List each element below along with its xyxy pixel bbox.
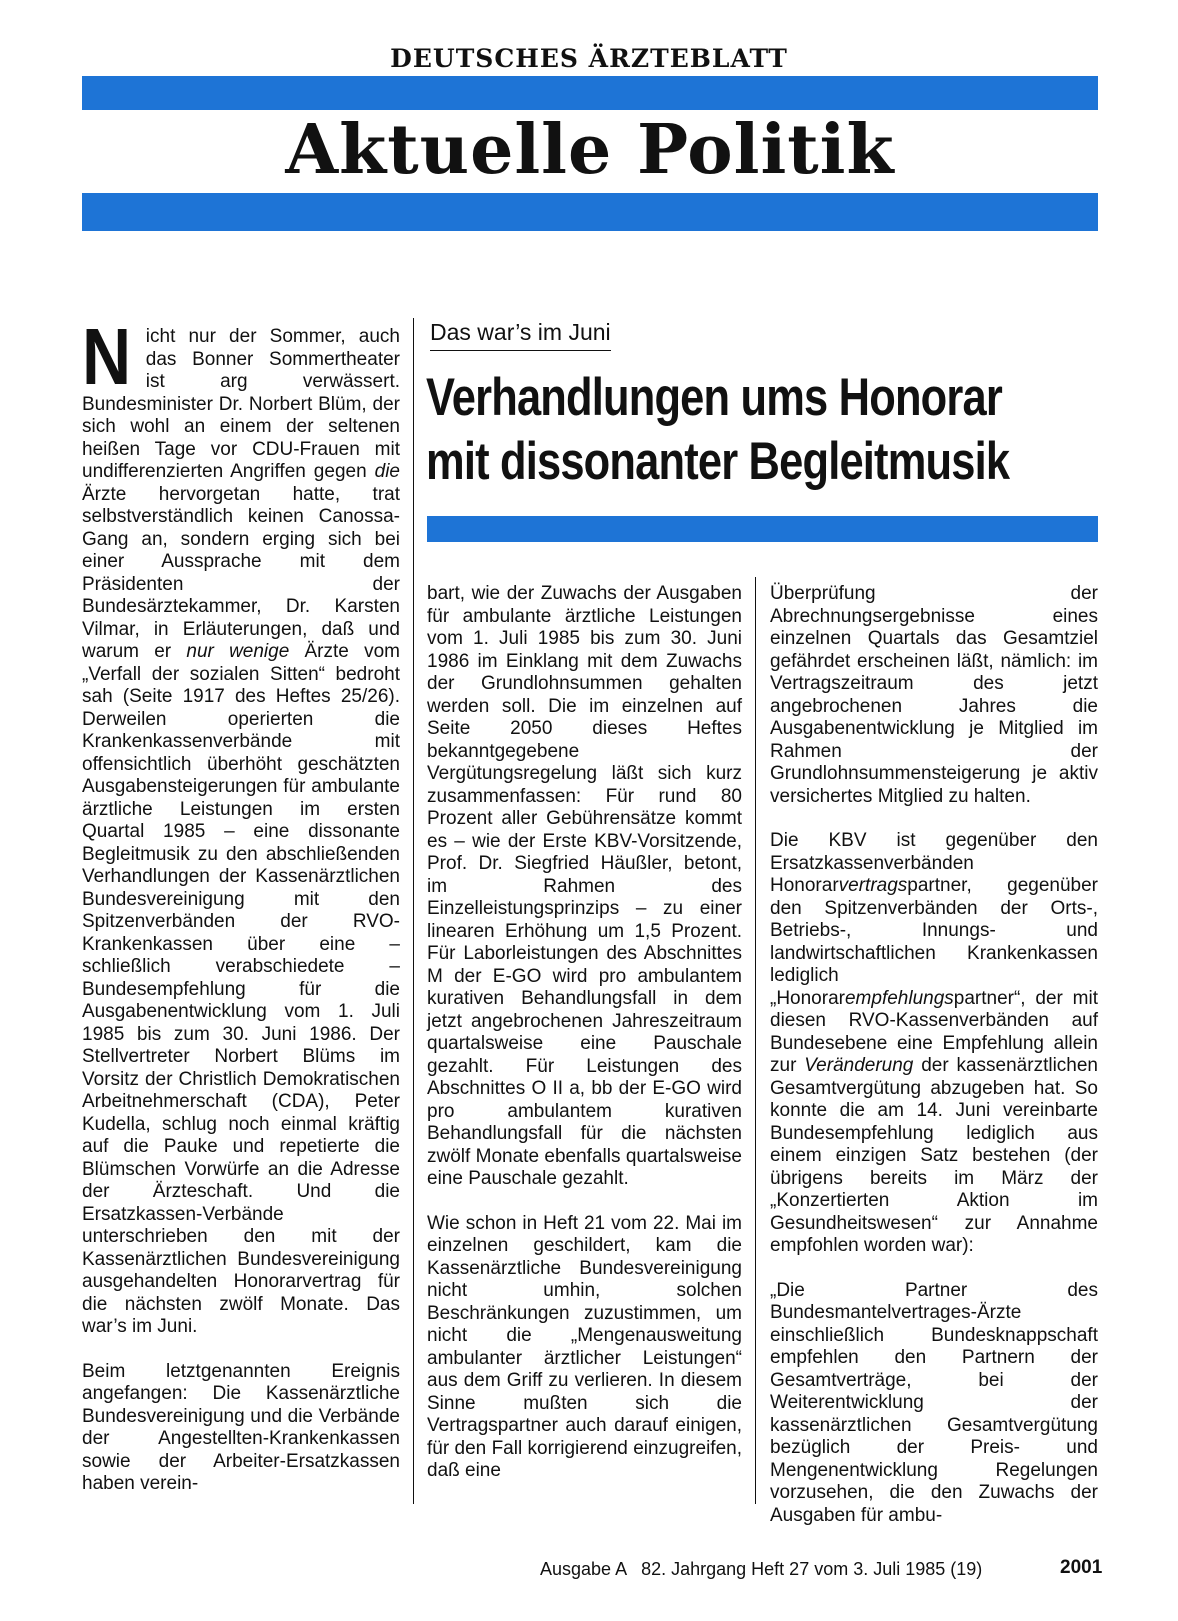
- headline-accent-bar: [427, 516, 1098, 542]
- article-headline: [426, 366, 1010, 494]
- issue-info: Ausgabe A 82. Jahrgang Heft 27 vom 3. Juli 1985 (19): [540, 1559, 983, 1579]
- page-number: 2001: [1060, 1557, 1103, 1578]
- article-column-1: [82, 312, 400, 1496]
- paragraph: Wie schon in Heft 21 vom 22. Mai im einzelnen geschildert, kam die Kassenärztliche Bundesvereinigung nicht umhin, solchen Beschränkungen zuzustimmen, um nicht die „Mengenausweitung ambulanter ärztlicher Leistungen“ aus dem Griff zu verlieren. In diesem Sinne mußten sich die Vertragspartner auch darauf einigen, für den Fall korrigierend einzugreifen, daß eine: [427, 1212, 742, 1481]
- article-column-3: [770, 583, 1098, 1527]
- column-divider-1: [413, 318, 414, 1504]
- drop-cap: N: [82, 312, 132, 401]
- paragraph: Nicht nur der Sommer, auch das Bonner Sommertheater ist arg verwässert. Bundesminister Dr. Norbert Blüm, der sich wohl an einem der seltenen heißen Tage vor CDU-Frauen mit undifferenzierten Angriffen gegen die Ärzte hervorgetan hatte, trat selbstverständlich keinen Canossa-Gang an, sondern erging sich bei einer Aussprache mit dem Präsidenten der Bundesärztekammer, Dr. Karsten Vilmar, in Erläuterungen, daß und warum er nur wenige Ärzte vom „Verfall der sozialen Sitten“ bedroht sah (Seite 1917 des Heftes 25/26). Derweilen operierten die Krankenkassenverbände mit offensichtlich überhöht geschätzten Ausgabensteigerungen für ambulante ärztliche Leistungen im ersten Quartal 1985 – eine dissonante Begleitmusik zu den abschließenden Verhandlungen der Kassenärztlichen Bundesvereinigung mit den Spitzenverbänden der RVO-Krankenkassen über eine – schließlich verabschiedete – Bundesempfehlung für die Ausgabenentwicklung vom 1. Juli 1985 bis zum 30. Juni 1986. Der Stellvertreter Norbert Blüms im Vorsitz der Christlich Demokratischen Arbeitnehmerschaft (CDA), Peter Kudella, schlug noch einmal kräftig auf die Pauke und repetierte die Blümschen Vorwürfe an die Adresse der Ärzteschaft. Und die Ersatzkassen-Verbände unterschrieben den mit der Kassenärztlichen Bundesvereinigung ausgehandelten Honorarvertrag für die nächsten zwölf Monate. Das war’s im Juni.: [82, 312, 400, 1337]
- column-divider-2: [755, 577, 756, 1504]
- paragraph: „Die Partner des Bundesmantelvertrages-Ärzte einschließlich Bundesknappschaft empfehlen den Partnern der Gesamtverträge, bei der Weiterentwicklung der kassenärztlichen Gesamtvergütung bezüglich der Preis- und Mengenentwicklung Regelungen vorzusehen, die den Zuwachs der Ausgaben für ambu-: [770, 1279, 1098, 1526]
- paragraph: Die KBV ist gegenüber den Ersatzkassenverbänden Honorarvertragspartner, gegenüber den Spitzenverbänden der Orts-, Betriebs-, Innungs- und landwirtschaftlichen Krankenkassen lediglich „Honorarempfehlungspartner“, der mit diesen RVO-Kassenverbänden auf Bundesebene eine Empfehlung allein zur Veränderung der kassenärztlichen Gesamtvergütung abzugeben hat. So konnte die am 14. Juni vereinbarte Bundesempfehlung lediglich aus einem einzigen Satz bestehen (der übrigens bereits im März der „Konzertierten Aktion im Gesundheitswesen“ zur Annahme empfohlen worden war):: [770, 830, 1098, 1256]
- section-title: Aktuelle Politik: [285, 110, 895, 190]
- headline-line-2: mit dissonanter Begleitmusik: [426, 432, 1010, 491]
- header-accent-bar-top: [82, 76, 1098, 110]
- headline-line-1: Verhandlungen ums Honorar: [426, 368, 1002, 427]
- paragraph: Überprüfung der Abrechnungsergebnisse eines einzelnen Quartals das Gesamtziel gefährdet erscheinen läßt, nämlich: im Vertragszeitraum des jetzt angebrochenen Jahres die Ausgabenentwicklung je Mitglied im Rahmen der Grundlohnsummensteigerung je aktiv versichertes Mitglied zu halten.: [770, 583, 1098, 807]
- header-accent-bar-bottom: [82, 193, 1098, 231]
- paragraph: Beim letztgenannten Ereignis angefangen: Die Kassenärztliche Bundesvereinigung und die Verbände der Angestellten-Krankenkassen sowie der Arbeiter-Ersatzkassen haben verein-: [82, 1360, 400, 1494]
- masthead: DEUTSCHES ÄRZTEBLATT: [390, 44, 788, 73]
- paragraph: bart, wie der Zuwachs der Ausgaben für ambulante ärztliche Leistungen vom 1. Juli 1985 bis zum 30. Juni 1986 im Einklang mit dem Zuwachs der Grundlohnsummen gehalten werden soll. Die im einzelnen auf Seite 2050 dieses Heftes bekanntgegebene Vergütungsregelung läßt sich kurz zusammenfassen: Für rund 80 Prozent aller Gebührensätze kommt es – wie der Erste KBV-Vorsitzende, Prof. Dr. Siegfried Häußler, betont, im Rahmen des Einzelleistungsprinzips – zu einer linearen Erhöhung um 1,5 Prozent. Für Laborleistungen des Abschnittes M der E-GO wird pro ambulantem kurativen Behandlungsfall in dem jetzt angebrochenen Jahreszeitraum quartalsweise eine Pauschale gezahlt. Für Leistungen des Abschnittes O II a, bb der E-GO wird pro ambulantem kurativen Behandlungsfall für die nächsten zwölf Monate ebenfalls quartalsweise eine Pauschale gezahlt.: [427, 583, 742, 1189]
- article-column-2: [427, 583, 742, 1483]
- article-kicker: Das war’s im Juni: [430, 317, 611, 351]
